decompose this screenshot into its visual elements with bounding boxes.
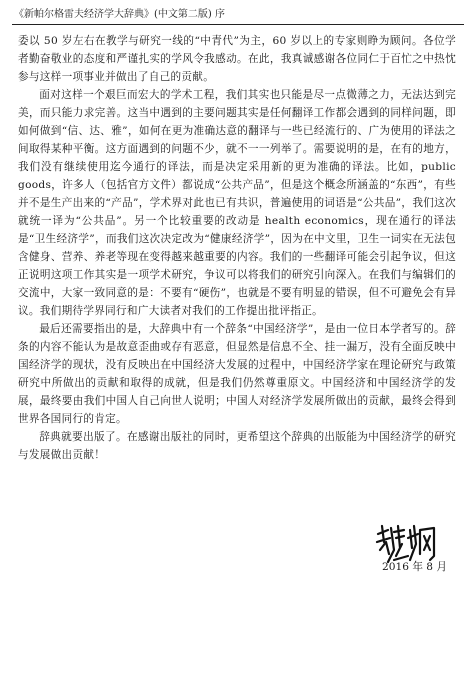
- paragraph-closing: 辞典就要出版了。在感谢出版社的同时，更希望这个辞典的出版能为中国经济学的研究与发展做出贡献！: [18, 431, 456, 461]
- header-divider: [12, 24, 464, 25]
- preface-body: [18, 32, 456, 464]
- signature-date: 2016 年 8 月: [382, 561, 447, 573]
- paragraph-continuation: 委以 50 岁左右在教学与研究一线的“中青代”为主，60 岁以上的专家则睁为顾问。各位学者勤奋敬业的态度和严谨扎实的学风令我感动。在此，我真诚感谢各位同仁于百忙之中热忱参与这样一项事业并做出了自己的贡献。: [18, 35, 456, 83]
- running-header: 《新帕尔格雷夫经济学大辞典》(中文第二版) 序: [14, 9, 225, 20]
- paragraph-china-economics-entry: 最后还需要指出的是，大辞典中有一个辞条“中国经济学”，是由一位日本学者写的。辞条的内容不能认为是故意歪曲或存有恶意，但显然是信息不全、挂一漏万，没有全面反映中国经济学的现状，没有反映出在中国经济大发展的过程中，中国经济学家在理论研究与政策研究中所做出的贡献和取得的成就，但是我们仍然尊重原文。中国经济和中国经济学的发展，最终要由我们中国人自己向世人说明；中国人对经济学发展所做出的贡献，最终会得到世界各国同行的肯定。: [18, 323, 456, 425]
- paragraph-translation-issues: 面对这样一个艰巨而宏大的学术工程，我们其实也只能是尽一点微薄之力，无法达到完美，而只能力求完善。这当中遇到的主要问题其实是任何翻译工作都会遇到的同样问题，即如何做到“信、达、雅”，如何在更为准确达意的翻译与一些已经流行的、广为使用的译法之间取得某种平衡。这方面遇到的问题不少，就不一一列举了。需要说明的是，在有的地方，我们没有继续使用迄今通行的译法，而是决定采用新的更为准确的译法。比如，public goods，许多人（包括官方文件）都说成“公共产品”，但是这个概念所涵盖的“东西”，有些并不是生产出来的“产品”，学术界对此也已有共识，普遍使用的词语是“公共品”，我们这次就统一译为“公共品”。另一个比较重要的改动是 health economics，现在通行的译法是“卫生经济学”，而我们这次决定改为“健康经济学”，因为在中文里，卫生一词实在无法包含健身、营养、养老等现在变得越来越重要的内容。我们的一些翻译可能会引起争议，但这正说明这项工作其实是一项学术研究，争议可以将我们的研究引向深入。在我们与编辑们的交流中，大家一致同意的是：不要有“硬伤”，也就是不要有明显的错误，但不可避免会有异议。我们期待学界同行和广大读者对我们的工作提出批评指正。: [18, 89, 456, 317]
